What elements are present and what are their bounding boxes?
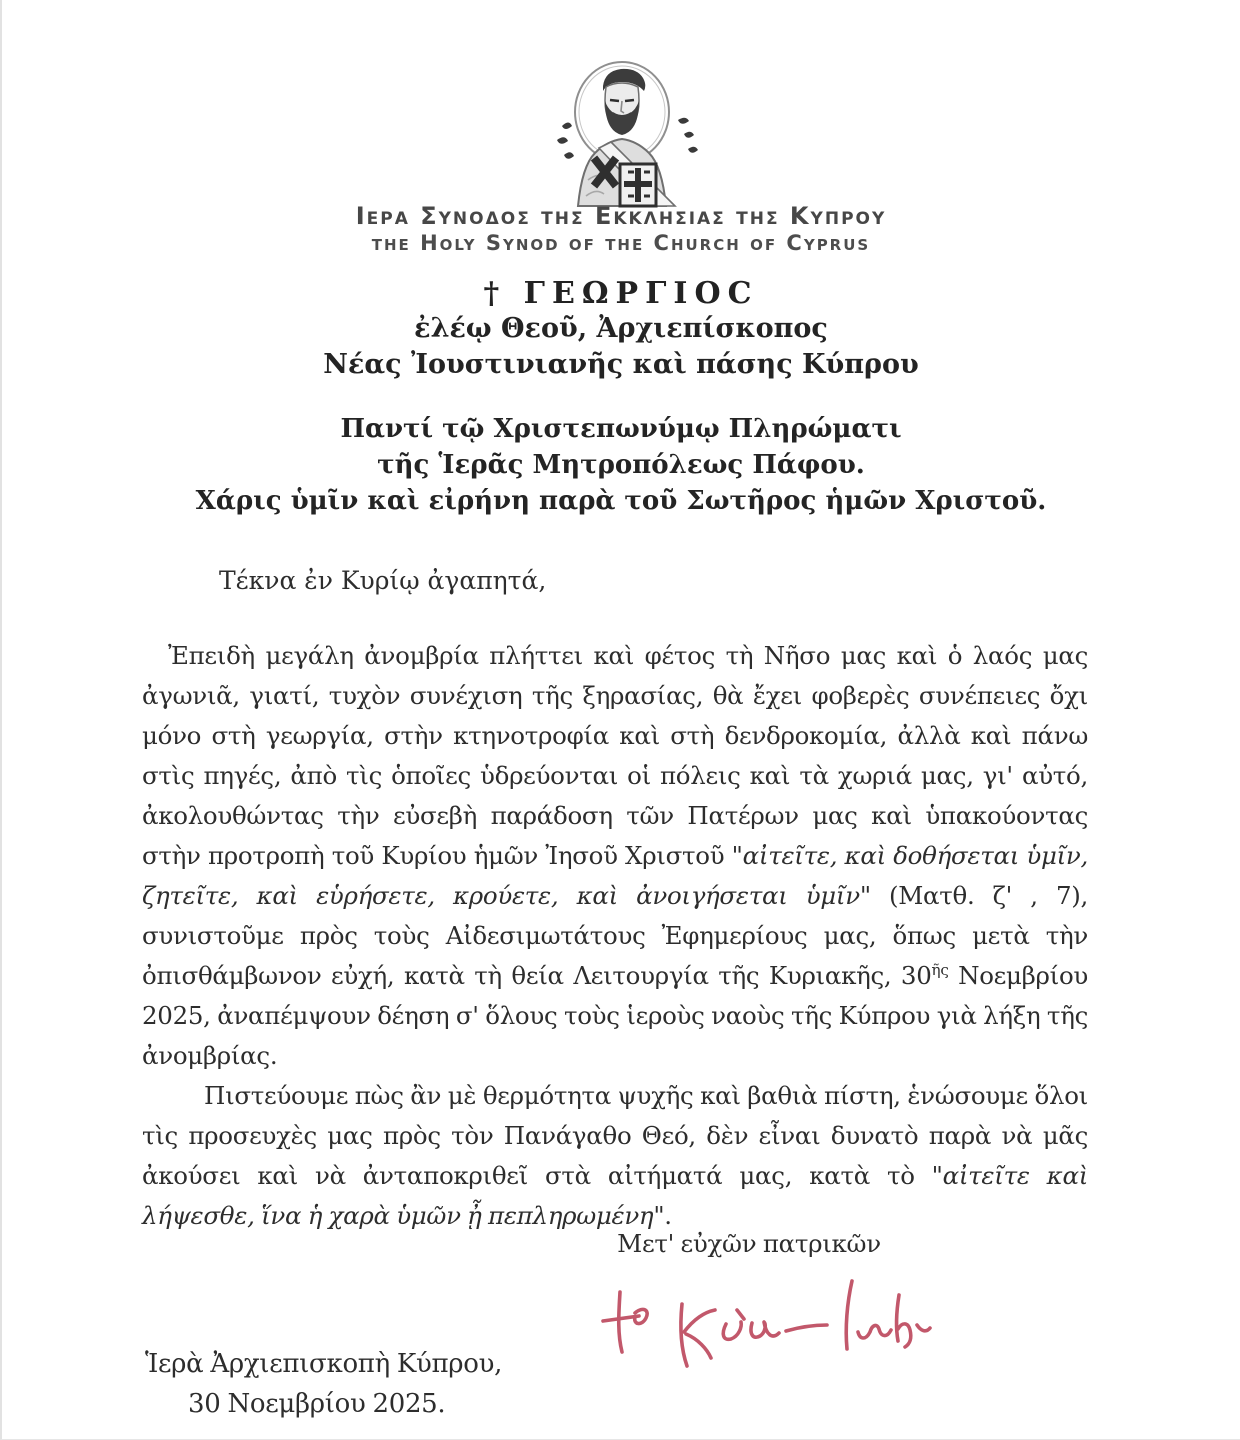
text-segment: ". — [653, 1201, 672, 1230]
archbishop-title: ἐλέῳ Θεοῦ, Ἀρχιεπίσκοπος — [414, 313, 828, 344]
body-paragraph — [142, 1076, 1088, 1236]
issuing-office: Ἱερὰ Ἀρχιεπισκοπὴ Κύπρου, — [145, 1349, 503, 1379]
recipient-line-2: τῆς Ἱερᾶς Μητροπόλεως Πάφου. — [377, 450, 865, 480]
org-name-greek: Ιερα Συνοδος της Εκκλησιας της Κυπρου — [355, 202, 887, 230]
text-segment: Πιστεύουμε πὼς ἂν μὲ θερμότητα ψυχῆς καὶ βαθιὰ πίστη, ἑνώσουμε ὅλοι τὶς προσευχὲς μας πρὸς τὸν Πανάγαθο Θεό, δὲν εἶναι δυνατὸ παρὰ νὰ μᾶς ἀκούσει καὶ νὰ ἀνταποκριθεῖ στὰ αἰτήματά μας, κατὰ τὸ " — [142, 1081, 1088, 1190]
letter-content — [142, 636, 1088, 1424]
text-segment: Ἐπειδὴ μεγάλη ἀνομβρία πλήττει καὶ φέτος τὴ Νῆσο μας καὶ ὁ λαός μας ἀγωνιᾶ, γιατί, τυχὸν συνέχιση τῆς ξηρασίας, θὰ ἔχει φοβερὲς συνέπειες ὄχι μόνο στὴ γεωργία, στὴν κτηνοτροφία καὶ στὴ δενδροκομία, ἀλλὰ καὶ πάνω στὶς πηγές, ἀπὸ τὶς ὁποῖες ὑδρεύονται οἱ πόλεις καὶ τὰ χωριά μας, γι' αὐτό, ἀκολουθώντας τὴν εὐσεβὴ παράδοση τῶν Πατέρων μας καὶ ὑπακούοντας στὴν προτροπὴ τοῦ Κυρίου ἡμῶν Ἰησοῦ Χριστοῦ " — [142, 641, 1088, 870]
text-segment: αἰτεῖτε, καὶ δοθήσεται ὑμῖν, ζητεῖτε, καὶ εὑρήσετε, κρούετε, καὶ ἀνοιγήσεται ὑμῖν — [142, 841, 1088, 910]
closing-salutation: Μετ' εὐχῶν πατρικῶν — [617, 1229, 881, 1258]
saint-barnabas-emblem-icon — [502, 54, 742, 208]
letter-body — [142, 636, 1088, 1236]
text-segment: αἰτεῖτε καὶ λήψεσθε, ἵνα ἡ χαρὰ ὑμῶν ᾖ πεπληρωμένη — [142, 1161, 1088, 1230]
text-segment: ῆς — [931, 960, 949, 979]
recipient-line-1: Παντί τῷ Χριστεπωνύμῳ Πληρώματι — [340, 414, 902, 444]
recipient-greeting: Χάρις ὑμῖν καὶ εἰρήνη παρὰ τοῦ Σωτῆρος ἡμῶν Χριστοῦ. — [195, 486, 1047, 516]
salutation: Τέκνα ἐν Κυρίῳ ἀγαπητά, — [219, 566, 547, 595]
archbishop-see: Νέας Ἰουστινιανῆς καὶ πάσης Κύπρου — [323, 349, 919, 380]
body-paragraph — [142, 636, 1088, 1076]
archbishop-name: † ΓΕΩΡΓΙΟϹ — [483, 276, 759, 311]
letter-date: 30 Νοεμβρίου 2025. — [188, 1389, 446, 1419]
org-name-english: the Holy Synod of the Church of Cyprus — [371, 231, 871, 255]
text-segment: " (Ματθ. ζ' , 7), συνιστοῦμε πρὸς τοὺς Αἰδεσιμωτάτους Ἐφημερίους μας, ὅπως μετὰ τὴν ὀπισθάμβωνον εὐχή, κατὰ τὴ θεία Λειτουργία τῆς Κυριακῆς, 30 — [142, 881, 1089, 990]
saint-engraving — [502, 54, 742, 208]
text-segment: Νοεμβρίου 2025, ἀναπέμψουν δέηση σ' ὅλους τοὺς ἱεροὺς ναοὺς τῆς Κύπρου γιὰ λήξη τῆς ἀνομβρίας. — [142, 961, 1088, 1070]
